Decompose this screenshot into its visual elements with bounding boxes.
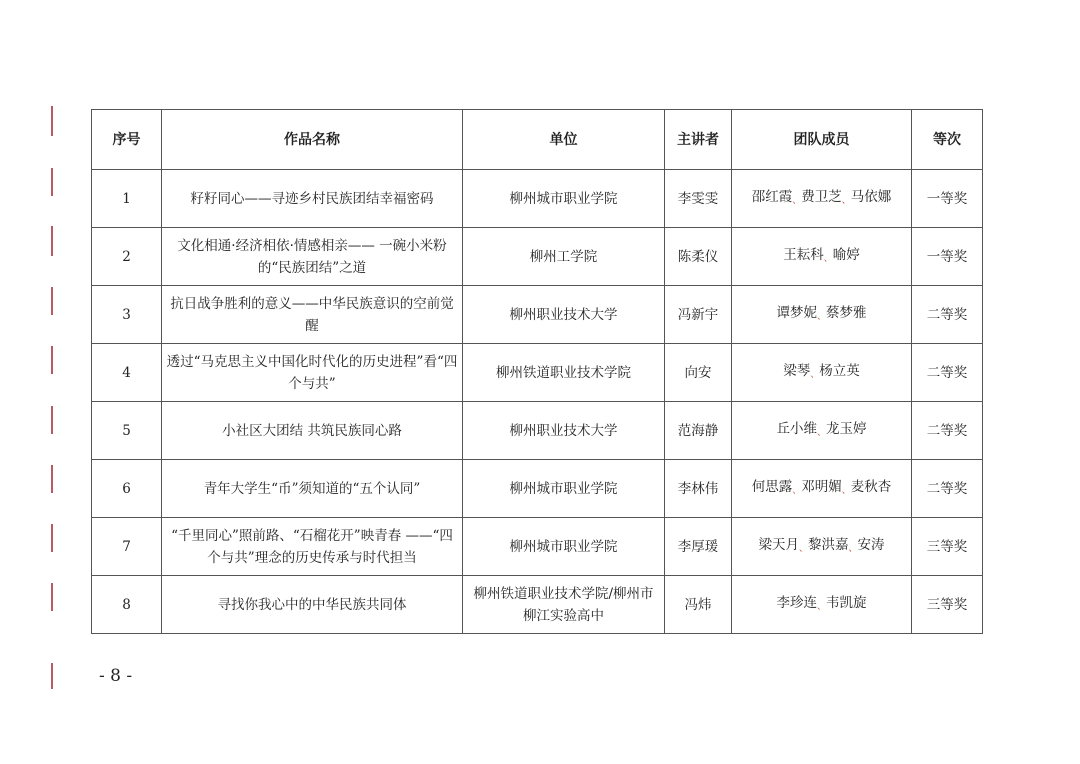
row-no: 7 bbox=[92, 518, 162, 576]
member-name: 李珍连 bbox=[776, 594, 817, 611]
row-unit: 柳州城市职业学院 bbox=[463, 518, 665, 576]
row-speaker: 向安 bbox=[665, 344, 732, 402]
header-unit: 单位 bbox=[463, 110, 665, 170]
table-row bbox=[92, 286, 983, 344]
table-row bbox=[92, 228, 983, 286]
margin-mark bbox=[51, 346, 53, 374]
row-award: 一等奖 bbox=[912, 228, 983, 286]
member-name: 龙玉婷 bbox=[826, 420, 867, 437]
margin-mark bbox=[51, 106, 53, 136]
member-name: 梁琴 bbox=[783, 362, 811, 379]
margin-mark bbox=[51, 226, 53, 256]
member-name: 梁天月 bbox=[758, 536, 799, 553]
row-award: 三等奖 bbox=[912, 576, 983, 634]
table-row bbox=[92, 460, 983, 518]
row-award: 三等奖 bbox=[912, 518, 983, 576]
page-number: - 8 - bbox=[99, 666, 133, 686]
row-members bbox=[732, 228, 912, 286]
header-no: 序号 bbox=[92, 110, 162, 170]
member-name: 马依娜 bbox=[850, 188, 892, 205]
member-name: 邵红霞 bbox=[751, 188, 793, 205]
header-members: 团队成员 bbox=[732, 110, 912, 170]
table-header-row bbox=[92, 110, 983, 170]
row-speaker: 冯炜 bbox=[665, 576, 732, 634]
member-name: 谭梦妮 bbox=[776, 304, 817, 321]
margin-mark bbox=[51, 663, 53, 689]
margin-mark bbox=[51, 287, 53, 315]
member-name: 费卫芝 bbox=[801, 188, 842, 205]
row-award: 二等奖 bbox=[912, 286, 983, 344]
table-row bbox=[92, 402, 983, 460]
table-row bbox=[92, 344, 983, 402]
row-title: 寻找你我心中的中华民族共同体 bbox=[162, 576, 463, 634]
row-speaker: 李林伟 bbox=[665, 460, 732, 518]
row-no: 5 bbox=[92, 402, 162, 460]
member-separator: 、 bbox=[816, 311, 826, 322]
table-row bbox=[92, 576, 983, 634]
row-unit: 柳州铁道职业技术学院 bbox=[463, 344, 665, 402]
member-separator: 、 bbox=[810, 369, 820, 380]
margin-mark bbox=[51, 406, 53, 434]
member-name: 麦秋杏 bbox=[850, 478, 892, 495]
member-name: 黎洪嘉 bbox=[808, 536, 849, 553]
margin-mark bbox=[51, 524, 53, 552]
row-no: 3 bbox=[92, 286, 162, 344]
row-title: 籽籽同心——寻迹乡村民族团结幸福密码 bbox=[162, 170, 463, 228]
row-members bbox=[732, 576, 912, 634]
member-separator: 、 bbox=[848, 543, 858, 554]
member-separator: 、 bbox=[841, 195, 851, 206]
header-award: 等次 bbox=[912, 110, 983, 170]
row-no: 6 bbox=[92, 460, 162, 518]
row-unit: 柳州职业技术大学 bbox=[463, 402, 665, 460]
member-name: 蔡梦雅 bbox=[826, 304, 867, 321]
member-name: 喻婷 bbox=[832, 246, 860, 263]
member-separator: 、 bbox=[823, 253, 833, 264]
row-title: 青年大学生“币”须知道的“五个认同” bbox=[162, 460, 463, 518]
row-unit: 柳州城市职业学院 bbox=[463, 460, 665, 518]
row-award: 二等奖 bbox=[912, 402, 983, 460]
margin-mark bbox=[51, 168, 53, 196]
row-no: 4 bbox=[92, 344, 162, 402]
row-award: 二等奖 bbox=[912, 344, 983, 402]
row-no: 2 bbox=[92, 228, 162, 286]
row-no: 1 bbox=[92, 170, 162, 228]
row-members bbox=[732, 402, 912, 460]
row-speaker: 范海静 bbox=[665, 402, 732, 460]
member-name: 韦凯旋 bbox=[826, 594, 867, 611]
row-title: 文化相通·经济相依·情感相亲—— 一碗小米粉的“民族团结”之道 bbox=[162, 228, 463, 286]
member-separator: 、 bbox=[798, 543, 808, 554]
member-name: 丘小维 bbox=[776, 420, 817, 437]
table-row bbox=[92, 170, 983, 228]
row-title: 小社区大团结 共筑民族同心路 bbox=[162, 402, 463, 460]
row-speaker: 李雯雯 bbox=[665, 170, 732, 228]
margin-mark bbox=[51, 583, 53, 611]
member-separator: 、 bbox=[792, 195, 802, 206]
row-no: 8 bbox=[92, 576, 162, 634]
header-speaker: 主讲者 bbox=[665, 110, 732, 170]
member-name: 王耘科 bbox=[783, 246, 824, 263]
row-unit: 柳州城市职业学院 bbox=[463, 170, 665, 228]
member-name: 何思露 bbox=[751, 478, 793, 495]
margin-mark bbox=[51, 465, 53, 493]
row-title: 抗日战争胜利的意义——中华民族意识的空前觉醒 bbox=[162, 286, 463, 344]
row-award: 二等奖 bbox=[912, 460, 983, 518]
member-separator: 、 bbox=[792, 485, 802, 496]
row-members bbox=[732, 286, 912, 344]
row-members bbox=[732, 518, 912, 576]
member-separator: 、 bbox=[816, 601, 826, 612]
member-separator: 、 bbox=[841, 485, 851, 496]
member-name: 安涛 bbox=[857, 536, 885, 553]
row-unit: 柳州铁道职业技术学院/柳州市柳江实验高中 bbox=[463, 576, 665, 634]
row-unit: 柳州工学院 bbox=[463, 228, 665, 286]
header-title: 作品名称 bbox=[162, 110, 463, 170]
table-row bbox=[92, 518, 983, 576]
row-members bbox=[732, 460, 912, 518]
member-name: 杨立英 bbox=[819, 362, 860, 379]
member-separator: 、 bbox=[816, 427, 826, 438]
row-members bbox=[732, 344, 912, 402]
row-speaker: 陈柔仪 bbox=[665, 228, 732, 286]
row-title: “千里同心”照前路、“石榴花开”映青春 ——“四个与共”理念的历史传承与时代担当 bbox=[162, 518, 463, 576]
awards-table bbox=[91, 109, 983, 634]
row-speaker: 冯新宇 bbox=[665, 286, 732, 344]
row-title: 透过“马克思主义中国化时代化的历史进程”看“四个与共” bbox=[162, 344, 463, 402]
row-award: 一等奖 bbox=[912, 170, 983, 228]
member-name: 邓明媚 bbox=[801, 478, 842, 495]
row-unit: 柳州职业技术大学 bbox=[463, 286, 665, 344]
row-speaker: 李厚瑗 bbox=[665, 518, 732, 576]
row-members bbox=[732, 170, 912, 228]
